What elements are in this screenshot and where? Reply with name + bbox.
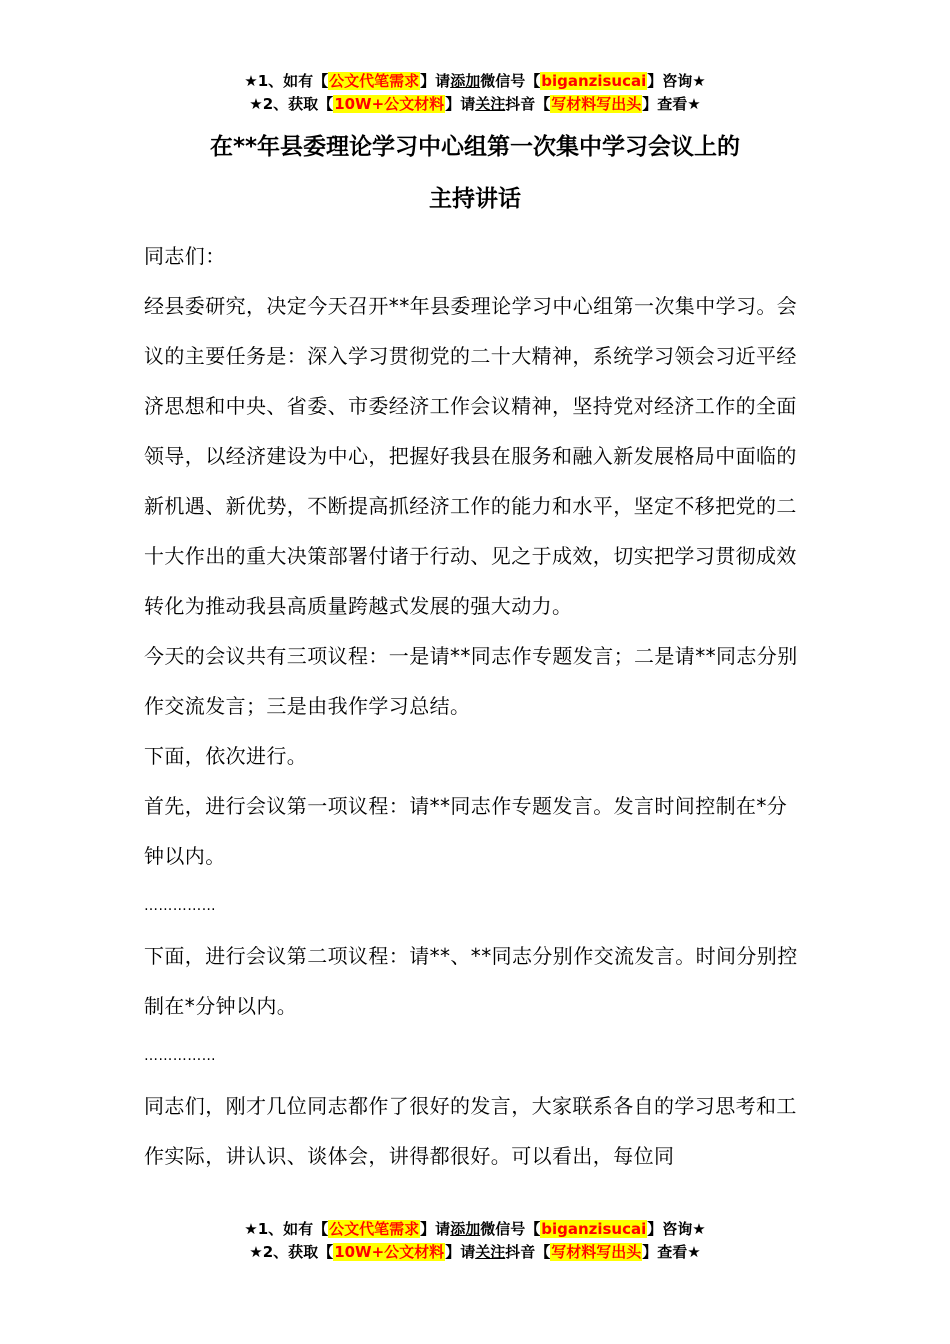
banner-text: 抖音【: [505, 95, 551, 113]
highlight-service: 公文代笔需求: [329, 72, 420, 90]
banner-text: 】请: [420, 72, 451, 90]
paragraph-greeting: 同志们：: [144, 244, 226, 268]
banner-line-2: [0, 1241, 950, 1264]
paragraph-item-two: 下面，进行会议第二项议程：请**、**同志分别作交流发言。时间分别控制在*分钟以内。: [144, 944, 798, 1018]
banner-text: ★2、获取【: [249, 95, 334, 113]
banner-text: 微信号【: [480, 1220, 541, 1238]
underlined-follow: 关注: [475, 1243, 506, 1261]
banner-text: 】咨询★: [647, 72, 706, 90]
banner-line-2: [0, 93, 950, 116]
highlight-douyin: 写材料写出头: [551, 1243, 642, 1261]
banner-text: 抖音【: [505, 1243, 551, 1261]
banner-text: 微信号【: [480, 72, 541, 90]
highlight-materials: 10W+公文材料: [334, 95, 445, 113]
highlight-wechat-id: biganzisucai: [541, 1220, 647, 1238]
banner-text: 】请: [420, 1220, 451, 1238]
ellipsis-1: ……………: [144, 898, 216, 914]
highlight-douyin: 写材料写出头: [551, 95, 642, 113]
banner-text: 】请: [445, 95, 476, 113]
header-banner: [0, 70, 950, 116]
banner-line-1: [0, 70, 950, 93]
banner-text: ★1、如有【: [244, 72, 329, 90]
banner-text: 】请: [445, 1243, 476, 1261]
document-body: [144, 231, 806, 1181]
underlined-add: 添加: [450, 72, 481, 90]
highlight-materials: 10W+公文材料: [334, 1243, 445, 1261]
banner-text: ★1、如有【: [244, 1220, 329, 1238]
footer-banner: [0, 1218, 950, 1264]
banner-text: 】查看★: [642, 1243, 701, 1261]
paragraph-agenda: 今天的会议共有三项议程：一是请**同志作专题发言；二是请**同志分别作交流发言；三是由我作学习总结。: [144, 644, 798, 718]
banner-text: ★2、获取【: [249, 1243, 334, 1261]
banner-text: 】咨询★: [647, 1220, 706, 1238]
document-title-line-2: 主持讲话: [429, 186, 521, 212]
ellipsis-2: ……………: [144, 1048, 216, 1064]
underlined-add: 添加: [450, 1220, 481, 1238]
document-title-line-1: 在**年县委理论学习中心组第一次集中学习会议上的: [209, 134, 741, 160]
paragraph-purpose: 经县委研究，决定今天召开**年县委理论学习中心组第一次集中学习。会议的主要任务是：深入学习贯彻党的二十大精神，系统学习领会习近平经济思想和中央、省委、市委经济工作会议精神，坚持党对经济工作的全面领导，以经济建设为中心，把握好我县在服务和融入新发展格局中面临的新机遇、新优势，不断提高抓经济工作的能力和水平，坚定不移把党的二十大作出的重大决策部署付诸于行动、见之于成效，切实把学习贯彻成效转化为推动我县高质量跨越式发展的强大动力。: [144, 294, 798, 618]
paragraph-summary: 同志们，刚才几位同志都作了很好的发言，大家联系各自的学习思考和工作实际，讲认识、谈体会，讲得都很好。可以看出，每位同: [144, 1094, 797, 1168]
banner-line-1: [0, 1218, 950, 1241]
banner-text: 】查看★: [642, 95, 701, 113]
paragraph-item-one: 首先，进行会议第一项议程：请**同志作专题发言。发言时间控制在*分钟以内。: [144, 794, 788, 868]
highlight-service: 公文代笔需求: [329, 1220, 420, 1238]
underlined-follow: 关注: [475, 95, 506, 113]
paragraph-proceed: 下面，依次进行。: [144, 744, 308, 768]
highlight-wechat-id: biganzisucai: [541, 72, 647, 90]
